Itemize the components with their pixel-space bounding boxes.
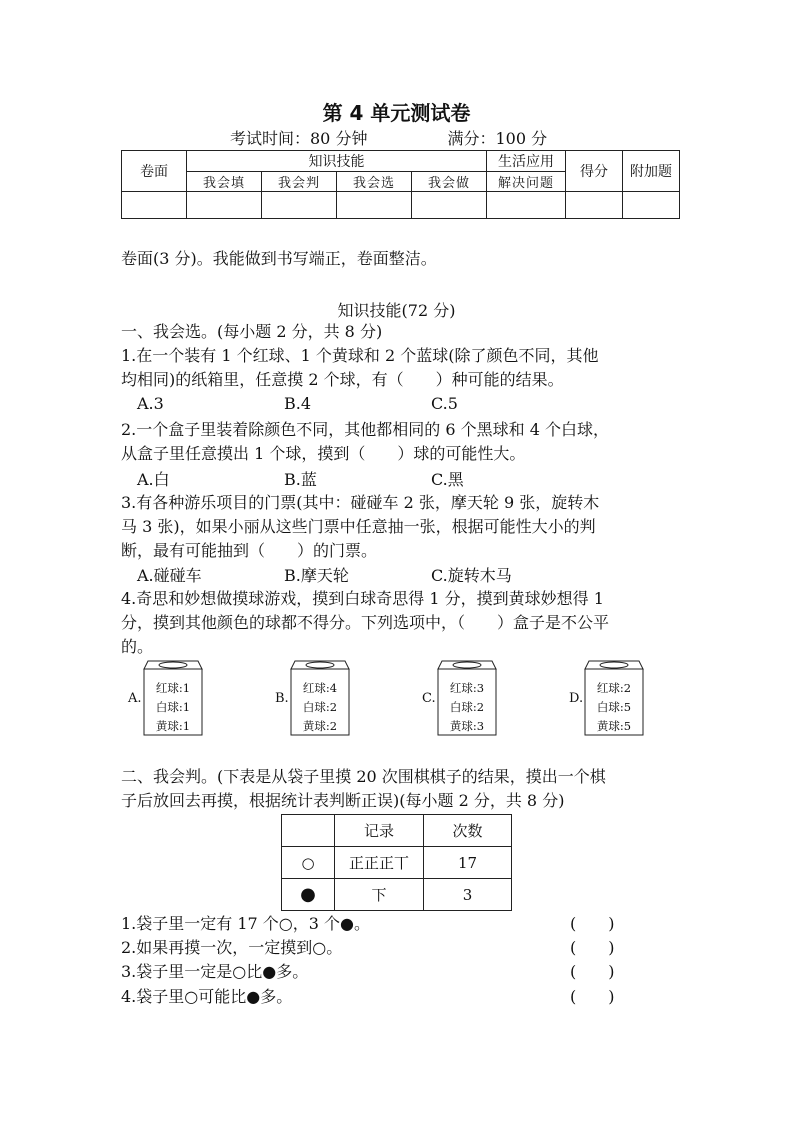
- page-title: 第 4 单元测试卷: [322, 101, 471, 125]
- q2-line1: 2.一个盒子里装着除颜色不同，其他都相同的 6 个黑球和 4 个白球，: [121, 420, 609, 439]
- q3-line3: 断，最有可能抽到（ ）的门票。: [121, 541, 378, 560]
- score-cell[interactable]: [566, 192, 623, 219]
- box-contents: [588, 679, 640, 736]
- tally-marks: 下: [335, 879, 424, 911]
- sub-solve: 解决问题: [487, 172, 566, 192]
- paper-note: 卷面(3 分)。我能做到书写端正，卷面整洁。: [121, 249, 437, 268]
- q3-option-a[interactable]: A.碰碰车: [137, 566, 202, 585]
- q1-options: [137, 394, 578, 413]
- section-knowledge: 知识技能(72 分): [337, 301, 456, 320]
- white-count: 白球:5: [596, 700, 632, 714]
- q2-option-a[interactable]: A.白: [137, 470, 170, 489]
- judge-statement-4: 4.袋子里○可能比●多。: [121, 987, 293, 1006]
- box-letter: D.: [569, 691, 584, 706]
- col-paper: 卷面: [122, 151, 187, 192]
- white-count: 白球:1: [155, 700, 191, 714]
- col-knowledge: 知识技能: [187, 151, 487, 172]
- box-contents: [294, 679, 346, 736]
- part2-heading-line2: 子后放回去再摸，根据统计表判断正误)(每小题 2 分，共 8 分): [121, 791, 565, 810]
- col-score: 得分: [566, 151, 623, 192]
- judge-statement-3: 3.袋子里一定是○比●多。: [121, 962, 309, 981]
- yellow-count: 黄球:2: [302, 719, 338, 733]
- q1-option-b[interactable]: B.4: [284, 394, 312, 413]
- q4-line1: 4.奇思和妙想做摸球游戏，摸到白球奇思得 1 分，摸到黄球妙想得 1: [121, 589, 604, 608]
- exam-time: 考试时间：80 分钟: [230, 129, 368, 148]
- tally-header-count: 次数: [424, 815, 512, 847]
- q2-options: [137, 467, 578, 490]
- q1-option-c[interactable]: C.5: [431, 394, 458, 413]
- q3-option-c[interactable]: C.旋转木马: [431, 566, 512, 585]
- box-letter: B.: [275, 691, 289, 706]
- white-count: 白球:2: [302, 700, 338, 714]
- col-life: 生活应用: [487, 151, 566, 172]
- score-cell[interactable]: [487, 192, 566, 219]
- sub-choose: 我会选: [337, 172, 412, 192]
- tally-count: 17: [424, 847, 512, 879]
- sub-fill: 我会填: [187, 172, 262, 192]
- q3-line1: 3.有各种游乐项目的门票(其中：碰碰车 2 张，摩天轮 9 张，旋转木: [121, 493, 600, 512]
- q2-option-c[interactable]: C.黑: [431, 470, 464, 489]
- part2-heading-line1: 二、我会判。(下表是从袋子里摸 20 次围棋棋子的结果，摸出一个棋: [121, 767, 606, 786]
- q3-option-b[interactable]: B.摩天轮: [284, 566, 349, 585]
- yellow-count: 黄球:1: [155, 719, 191, 733]
- white-stone-symbol: ○: [282, 847, 335, 879]
- yellow-count: 黄球:5: [596, 719, 632, 733]
- box-letter: C.: [422, 691, 436, 706]
- q3-line2: 马 3 张)，如果小丽从这些门票中任意抽一张，根据可能性大小的判: [121, 517, 596, 536]
- box-contents: [147, 679, 199, 736]
- black-stone-symbol: ●: [282, 879, 335, 911]
- answer-paren-3[interactable]: ( ): [570, 962, 615, 981]
- q2-line2: 从盒子里任意摸出 1 个球，摸到（ ）球的可能性大。: [121, 444, 526, 463]
- answer-paren-1[interactable]: ( ): [570, 914, 615, 933]
- q1-option-a[interactable]: A.3: [137, 394, 164, 413]
- red-count: 红球:4: [302, 681, 338, 695]
- tally-count: 3: [424, 879, 512, 911]
- score-cell[interactable]: [412, 192, 487, 219]
- tally-header-record: 记录: [335, 815, 424, 847]
- q4-line2: 分，摸到其他颜色的球都不得分。下列选项中，（ ）盒子是不公平: [121, 613, 610, 632]
- q3-options: [137, 563, 578, 586]
- full-score: 满分：100 分: [447, 129, 548, 148]
- white-count: 白球:2: [449, 700, 485, 714]
- score-cell[interactable]: [623, 192, 680, 219]
- q2-option-b[interactable]: B.蓝: [284, 470, 317, 489]
- answer-paren-4[interactable]: ( ): [570, 987, 615, 1006]
- tally-marks: 正正正丅: [335, 847, 424, 879]
- exam-info: [230, 126, 547, 149]
- part1-heading: 一、我会选。(每小题 2 分，共 8 分): [121, 322, 383, 341]
- score-table: [121, 150, 680, 219]
- q4-line3: 的。: [121, 637, 154, 656]
- tally-table: [281, 814, 512, 911]
- red-count: 红球:2: [596, 681, 632, 695]
- score-cell[interactable]: [122, 192, 187, 219]
- yellow-count: 黄球:3: [449, 719, 485, 733]
- judge-statement-2: 2.如果再摸一次，一定摸到○。: [121, 938, 343, 957]
- score-cell[interactable]: [187, 192, 262, 219]
- q1-line1: 1.在一个装有 1 个红球、1 个黄球和 2 个蓝球(除了颜色不同，其他: [121, 346, 599, 365]
- box-letter: A.: [128, 691, 142, 706]
- score-cell[interactable]: [337, 192, 412, 219]
- red-count: 红球:3: [449, 681, 485, 695]
- box-contents: [441, 679, 493, 736]
- judge-statement-1: 1.袋子里一定有 17 个○，3 个●。: [121, 914, 370, 933]
- col-extra: 附加题: [623, 151, 680, 192]
- tally-corner: [282, 815, 335, 847]
- score-cell[interactable]: [262, 192, 337, 219]
- q1-line2: 均相同)的纸箱里，任意摸 2 个球，有（ ）种可能的结果。: [121, 370, 564, 389]
- red-count: 红球:1: [155, 681, 191, 695]
- answer-paren-2[interactable]: ( ): [570, 938, 615, 957]
- sub-judge: 我会判: [262, 172, 337, 192]
- sub-do: 我会做: [412, 172, 487, 192]
